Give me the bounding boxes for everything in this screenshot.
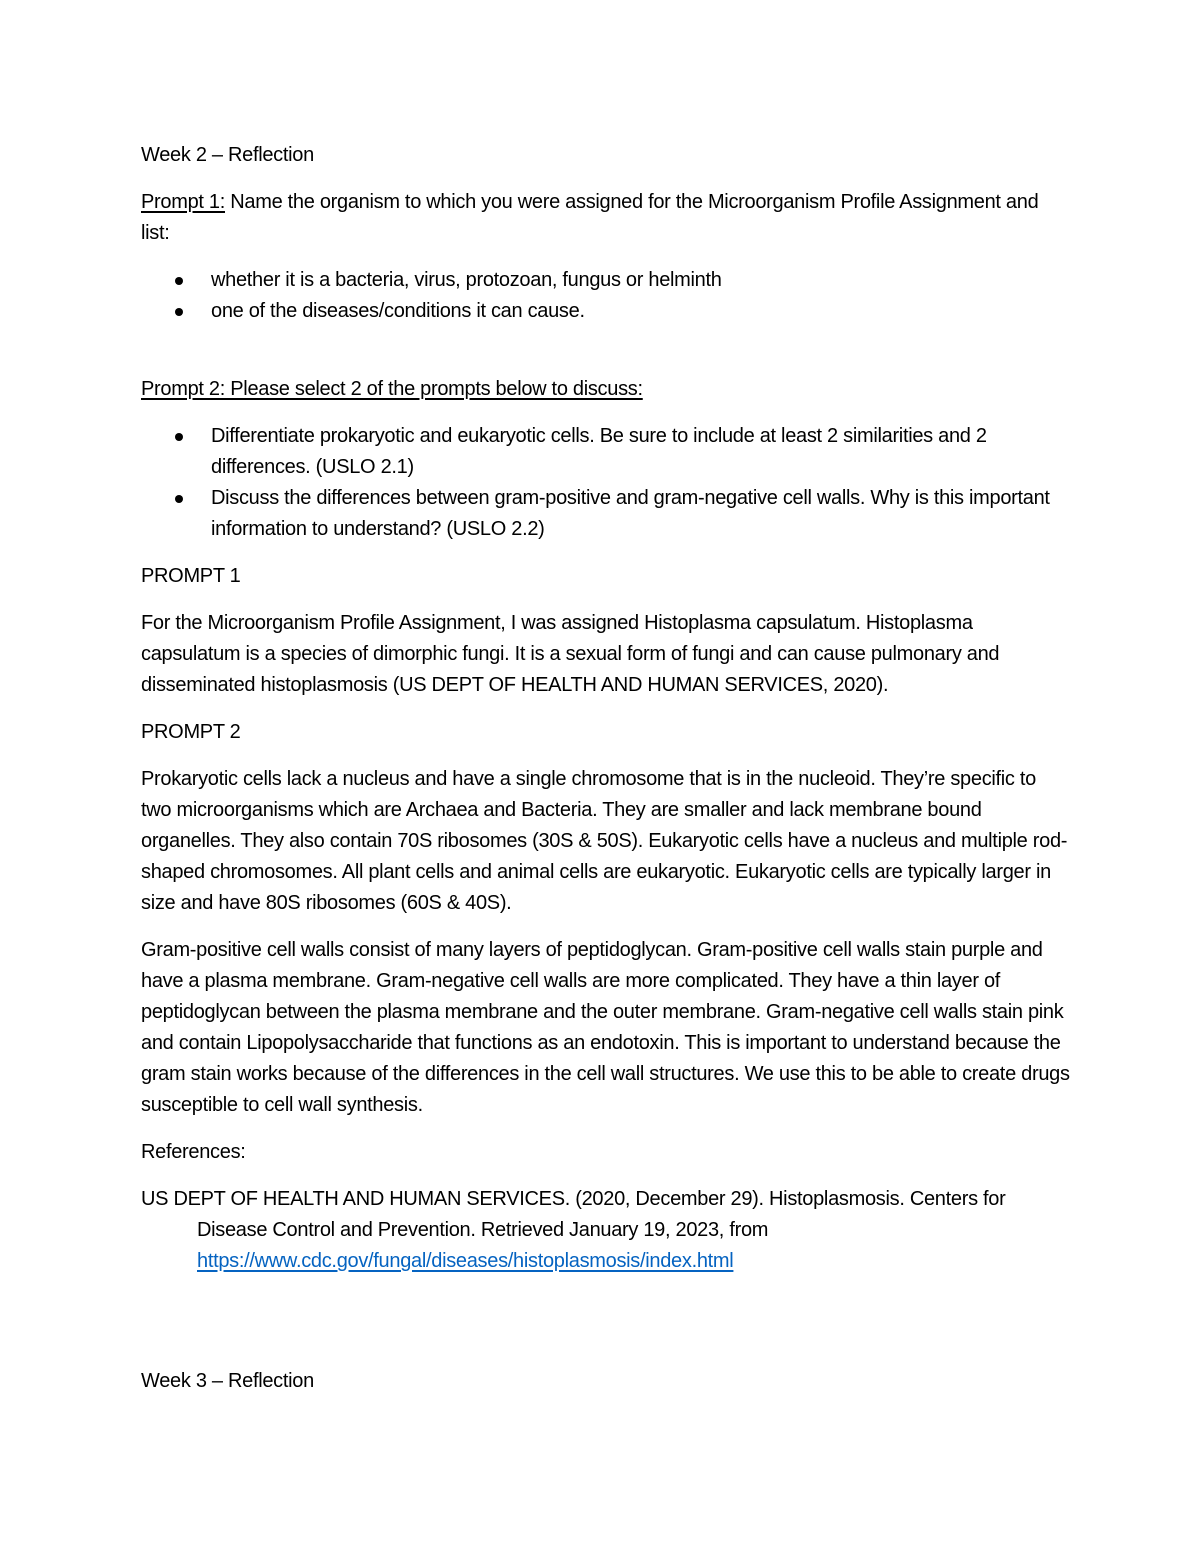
answer2-paragraph-2: Gram-positive cell walls consist of many layers of peptidoglycan. Gram-positive cell walls stain purple and have a plasma membrane. Gram-negative cell walls are more complicated. They have a thin layer of peptidoglycan between the plasma membrane and the outer membrane. Gram-negative cell walls stain pink and contain Lipopolysaccharide that functions as an endotoxin. This is important to understand because the gram stain works because of the differences in the cell wall structures. We use this to be able to create drugs susceptible to cell wall synthesis.: [141, 939, 1070, 1116]
answer2-heading: PROMPT 2: [141, 721, 241, 743]
prompt1-text: [141, 187, 1071, 249]
prompt2-label: Prompt 2: Please select 2 of the prompts below to discuss:: [141, 378, 643, 400]
list-item: Discuss the differences between gram-positive and gram-negative cell walls. Why is this important information to understand? (USLO 2.2): [211, 483, 1071, 545]
list-item: Differentiate prokaryotic and eukaryotic cells. Be sure to include at least 2 similarities and 2 differences. (USLO 2.1): [211, 421, 1071, 483]
prompt1-body: Name the organism to which you were assigned for the Microorganism Profile Assignment and list:: [141, 191, 1039, 244]
list-item: whether it is a bacteria, virus, protozoan, fungus or helminth: [211, 265, 1071, 296]
prompt2-text: [141, 374, 1071, 405]
answer2-paragraph-1: Prokaryotic cells lack a nucleus and have a single chromosome that is in the nucleoid. They’re specific to two microorganisms which are Archaea and Bacteria. They are smaller and lack membrane bound organelles. They also contain 70S ribosomes (30S & 50S). Eukaryotic cells have a nucleus and multiple rod-shaped chromosomes. All plant cells and animal cells are eukaryotic. Eukaryotic cells are typically larger in size and have 80S ribosomes (60S & 40S).: [141, 768, 1068, 914]
answer1-paragraph: For the Microorganism Profile Assignment, I was assigned Histoplasma capsulatum. Histoplasma capsulatum is a species of dimorphic fungi. It is a sexual form of fungi and can cause pulmonary and disseminated histoplasmosis (US DEPT OF HEALTH AND HUMAN SERVICES, 2020).: [141, 612, 1000, 696]
document-page: [141, 140, 1071, 1392]
week2-heading: Week 2 – Reflection: [141, 144, 314, 166]
references-heading: References:: [141, 1141, 246, 1163]
answer1-heading: PROMPT 1: [141, 565, 241, 587]
reference-link[interactable]: https://www.cdc.gov/fungal/diseases/histoplasmosis/index.html: [197, 1250, 734, 1272]
spacer: [141, 343, 1071, 374]
reference-text: US DEPT OF HEALTH AND HUMAN SERVICES. (2020, December 29). Histoplasmosis. Centers for Disease Control and Prevention. Retrieved January 19, 2023, from: [141, 1188, 1006, 1241]
prompt2-list: [141, 421, 1071, 545]
list-item: one of the diseases/conditions it can cause.: [211, 296, 1071, 327]
reference-entry: [141, 1184, 1071, 1277]
prompt1-list: [141, 265, 1071, 327]
week3-heading: Week 3 – Reflection: [141, 1370, 314, 1392]
prompt1-label: Prompt 1:: [141, 191, 225, 213]
